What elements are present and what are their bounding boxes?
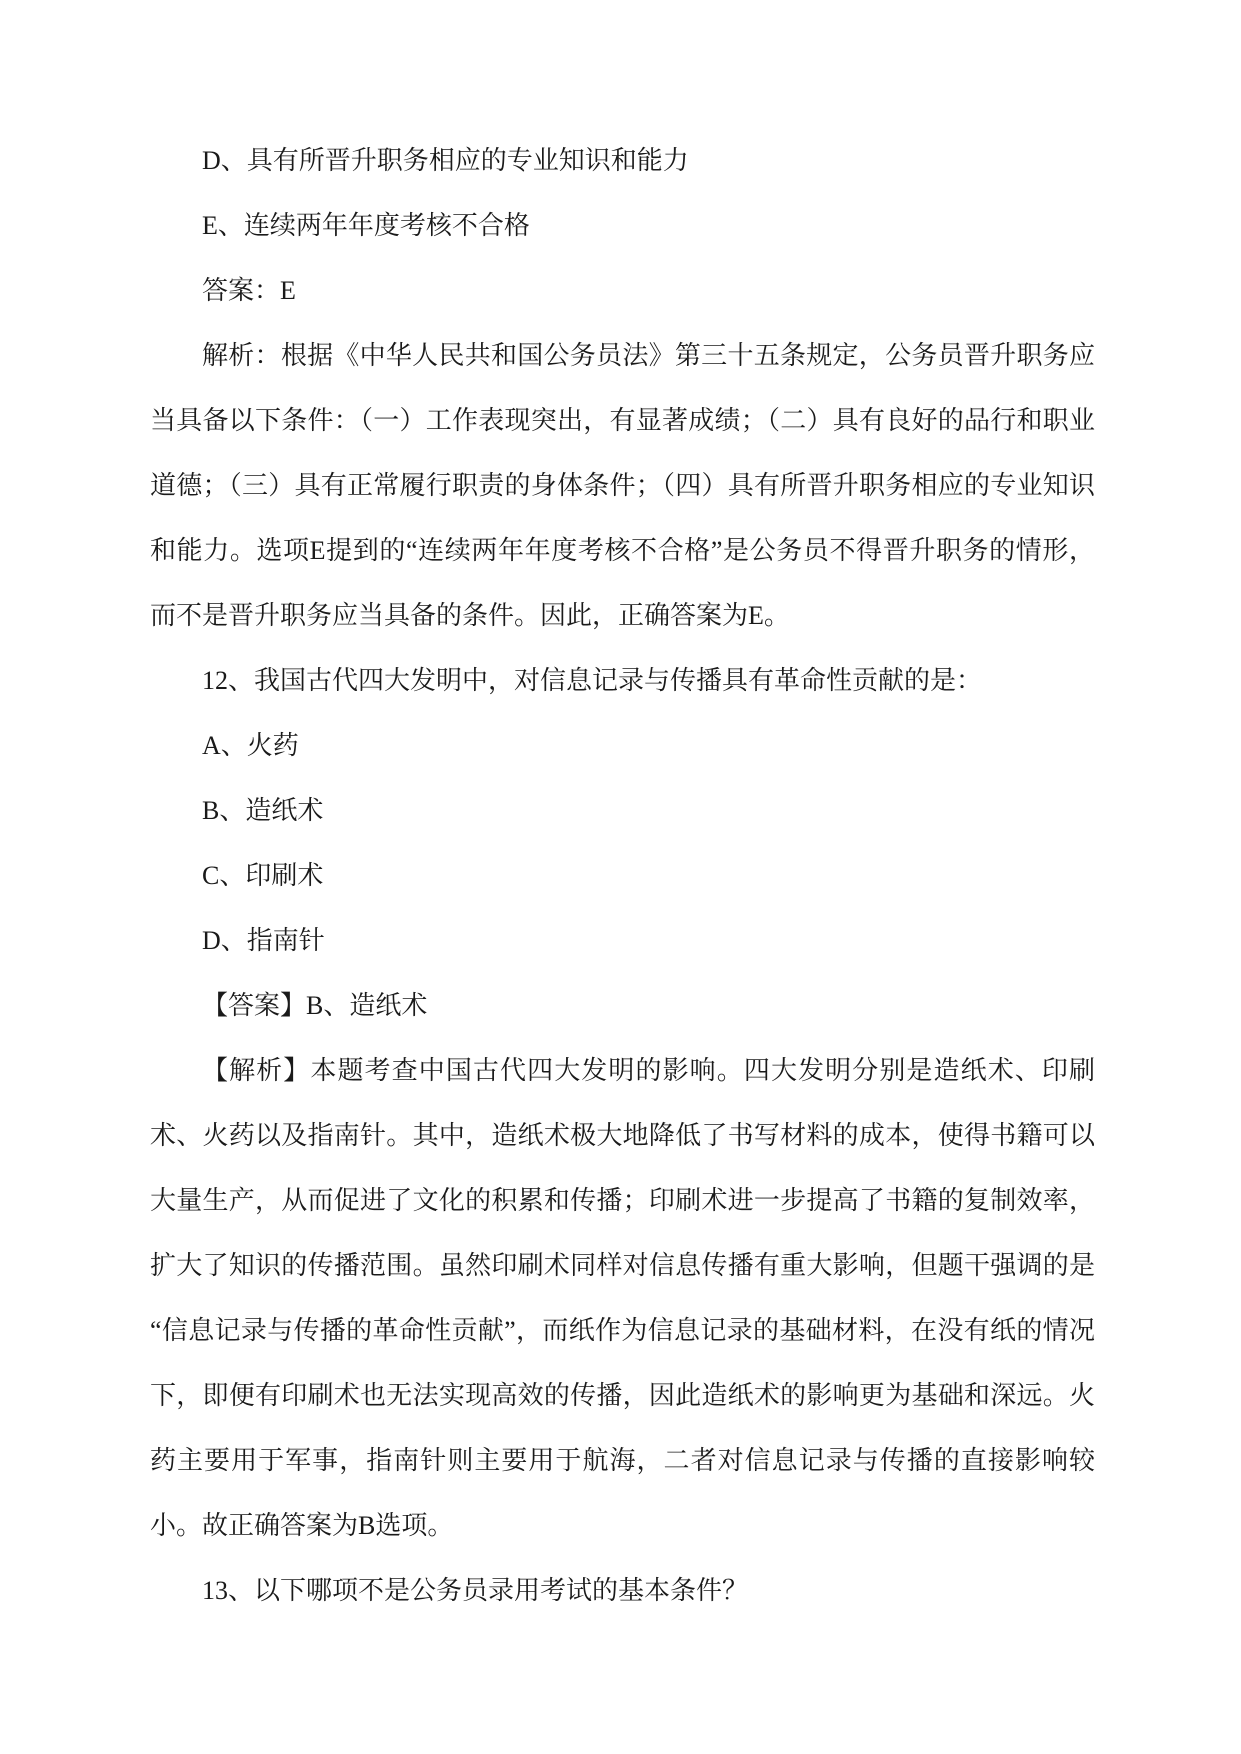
- q12-option-b: B、造纸术: [202, 796, 324, 825]
- q12-question-stem: 12、我国古代四大发明中，对信息记录与传播具有革命性贡献的是：: [202, 666, 983, 695]
- q12-option-a: A、火药: [202, 731, 299, 760]
- q11-option-e: E、连续两年年度考核不合格: [202, 211, 530, 240]
- q11-answer-line: 答案：E: [202, 276, 296, 305]
- q12-analysis-paragraph: 【解析】本题考查中国古代四大发明的影响。四大发明分别是造纸术、印刷术、火药以及指南针。其中，造纸术极大地降低了书写材料的成本，使得书籍可以大量生产，从而促进了文化的积累和传播；印刷术进一步提高了书籍的复制效率，扩大了知识的传播范围。虽然印刷术同样对信息传播有重大影响，但题干强调的是“信息记录与传播的革命性贡献”，而纸作为信息记录的基础材料，在没有纸的情况下，即便有印刷术也无法实现高效的传播，因此造纸术的影响更为基础和深远。火药主要用于军事，指南针则主要用于航海，二者对信息记录与传播的直接影响较小。故正确答案为B选项。: [150, 1056, 1095, 1540]
- q11-analysis-paragraph: 解析：根据《中华人民共和国公务员法》第三十五条规定，公务员晋升职务应当具备以下条件：（一）工作表现突出，有显著成绩；（二）具有良好的品行和职业道德；（三）具有正常履行职责的身体条件；（四）具有所晋升职务相应的专业知识和能力。选项E提到的“连续两年年度考核不合格”是公务员不得晋升职务的情形，而不是晋升职务应当具备的条件。因此，正确答案为E。: [150, 341, 1095, 630]
- q12-option-d: D、指南针: [202, 926, 325, 955]
- q12-answer-line: 【答案】B、造纸术: [202, 991, 428, 1020]
- q11-option-d: D、具有所晋升职务相应的专业知识和能力: [202, 146, 689, 175]
- q12-option-c: C、印刷术: [202, 861, 324, 890]
- q13-question-stem: 13、以下哪项不是公务员录用考试的基本条件？: [202, 1576, 749, 1605]
